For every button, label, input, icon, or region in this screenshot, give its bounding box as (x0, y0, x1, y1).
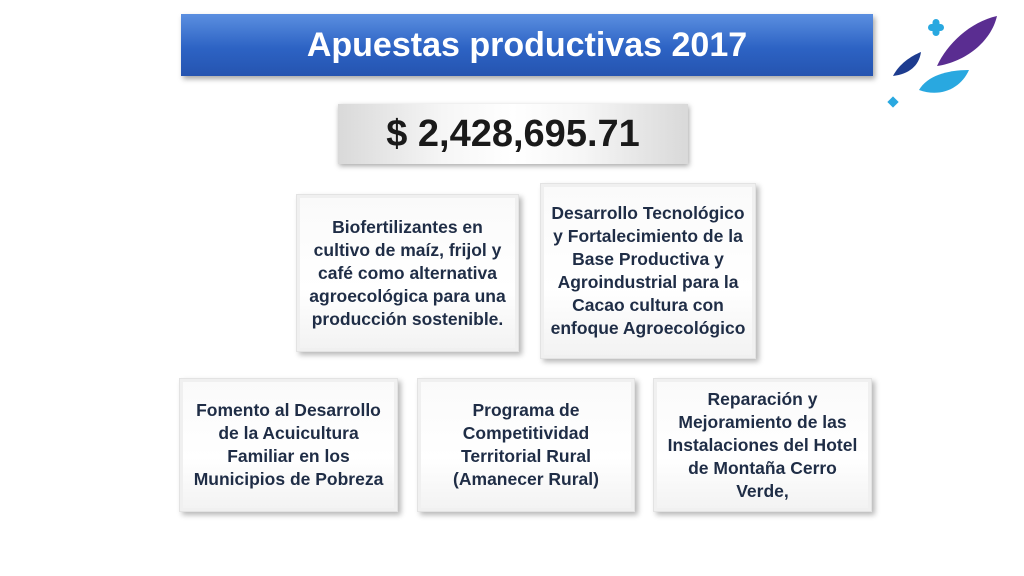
total-amount-value: $ 2,428,695.71 (386, 112, 640, 155)
brand-logo-icon (885, 14, 1000, 114)
project-card-text: Desarrollo Tecnológico y Fortalecimiento de la Base Productiva y Agroindustrial para la Cacao cultura con enfoque Agroecológico (550, 203, 746, 338)
total-amount (338, 104, 688, 164)
project-card-text: Fomento al Desarrollo de la Acuicultura Familiar en los Municipios de Pobreza (193, 400, 384, 489)
project-card-text: Biofertilizantes en cultivo de maíz, frijol y café como alternativa agroecológica para una producción sostenible. (309, 216, 506, 329)
project-card-amanecer-rural (417, 378, 635, 512)
project-card-biofertilizantes (296, 194, 519, 352)
project-card-text: Programa de Competitividad Territorial Rural (Amanecer Rural) (453, 400, 599, 489)
slide-title (181, 14, 873, 76)
project-card-text: Reparación y Mejoramiento de las Instalaciones del Hotel de Montaña Cerro Verde, (667, 388, 858, 501)
slide-title-text: Apuestas productivas 2017 (306, 25, 748, 64)
project-card-acuicultura (179, 378, 398, 512)
project-card-cacao (540, 183, 756, 359)
project-card-hotel-cerro-verde (653, 378, 872, 512)
